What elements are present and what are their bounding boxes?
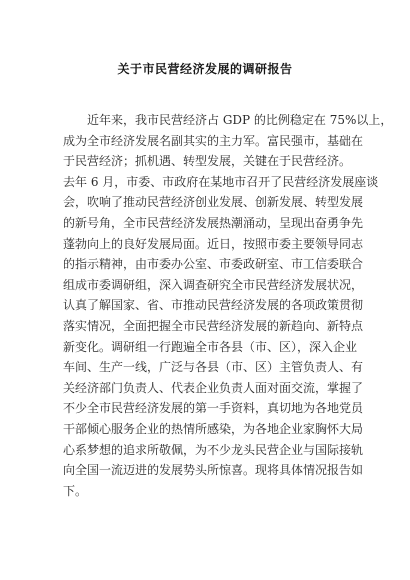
body-line: 组成市委调研组，深入调查研究全市民营经济发展状况， — [63, 277, 364, 292]
document-title: 关于市民营经济发展的调研报告 — [117, 62, 293, 76]
body-line: 落实情况，全面把握全市民营经济发展的新趋向、新特点 — [63, 318, 364, 333]
body-line: 干部倾心服务企业的热情所感染，为各地企业家胸怀大局 — [63, 421, 364, 436]
body-line: 去年 6 月，市委、市政府在某地市召开了民营经济发展座谈 — [63, 174, 379, 189]
body-line: 的新号角，全市民营经济发展热潮涌动，呈现出奋勇争先 — [63, 215, 364, 230]
body-line: 向全国一流迈进的发展势头所惊喜。现将具体情况报告如 — [63, 463, 364, 478]
body-line: 关经济部门负责人、代表企业负责人面对面交流，掌握了 — [63, 380, 364, 395]
body-line: 的指示精神，由市委办公室、市委政研室、市工信委联合 — [63, 257, 364, 272]
body-line: 不少全市民营经济发展的第一手资料，真切地为各地党员 — [63, 401, 364, 416]
body-line: 蓬勃向上的良好发展局面。近日，按照市委主要领导同志 — [63, 236, 364, 251]
body-line: 成为全市经济发展名副其实的主力军。富民强市，基础在 — [63, 133, 364, 148]
body-line: 会，吹响了推动民营经济创业发展、创新发展、转型发展 — [63, 195, 364, 210]
document-body — [63, 110, 393, 501]
body-line: 新变化。调研组一行跑遍全市各县（市、区），深入企业 — [63, 339, 358, 354]
body-line: 近年来，我市民营经济占 GDP 的比例稳定在 75%以上， — [87, 113, 393, 127]
body-line: 心系梦想的追求所敬佩，为不少龙头民营企业与国际接轨 — [63, 442, 364, 457]
body-line: 车间、生产一线，广泛与各县（市、区）主管负责人、有 — [63, 360, 364, 375]
body-line: 于民营经济；抓机遇、转型发展，关键在于民营经济。 — [63, 154, 352, 169]
body-line: 下。 — [63, 483, 88, 498]
body-line: 认真了解国家、省、市推动民营经济发展的各项政策贯彻 — [63, 298, 364, 313]
